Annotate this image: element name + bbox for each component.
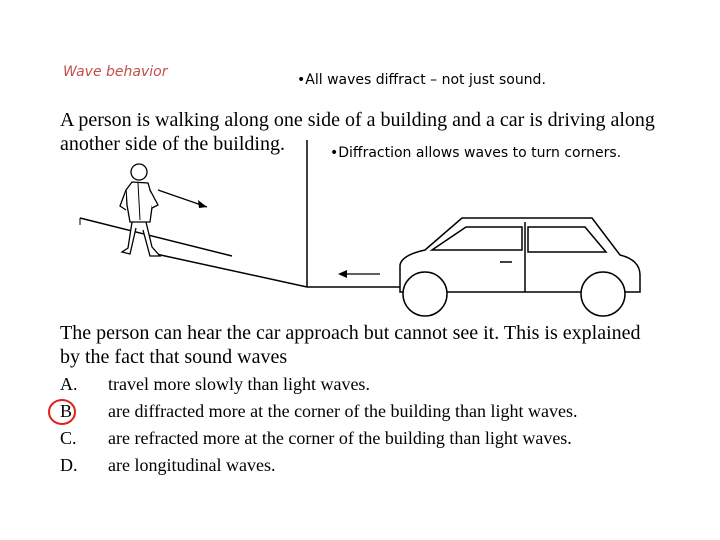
selected-answer-circle xyxy=(46,397,78,427)
question-line-4: by the fact that sound waves xyxy=(60,346,288,368)
option-d-text: are longitudinal waves. xyxy=(108,455,276,475)
option-d-letter: D. xyxy=(60,455,78,475)
slide-title: Wave behavior xyxy=(63,64,168,80)
car-sound-arrow xyxy=(338,270,380,278)
option-a-text: travel more slowly than light waves. xyxy=(108,374,370,394)
person-figure xyxy=(120,164,160,256)
path-line-upper xyxy=(80,218,232,256)
option-b-text: are diffracted more at the corner of the building than light waves. xyxy=(108,401,578,421)
question-line-2: another side of the building. xyxy=(60,133,285,155)
option-b-letter: B. xyxy=(60,401,77,421)
car-figure xyxy=(400,218,640,316)
option-c-letter: C. xyxy=(60,428,77,448)
option-c-text: are refracted more at the corner of the building than light waves. xyxy=(108,428,572,448)
option-a-letter: A. xyxy=(60,374,78,394)
person-sound-arrow xyxy=(158,190,207,208)
question-line-3: The person can hear the car approach but cannot see it. This is explained xyxy=(60,322,641,344)
bullet-all-waves-diffract: •All waves diffract – not just sound. xyxy=(297,72,546,88)
bullet-diffraction-corners: •Diffraction allows waves to turn corners. xyxy=(330,145,622,161)
path-line-lower xyxy=(156,254,307,287)
question-line-1: A person is walking along one side of a building and a car is driving along xyxy=(60,109,655,131)
